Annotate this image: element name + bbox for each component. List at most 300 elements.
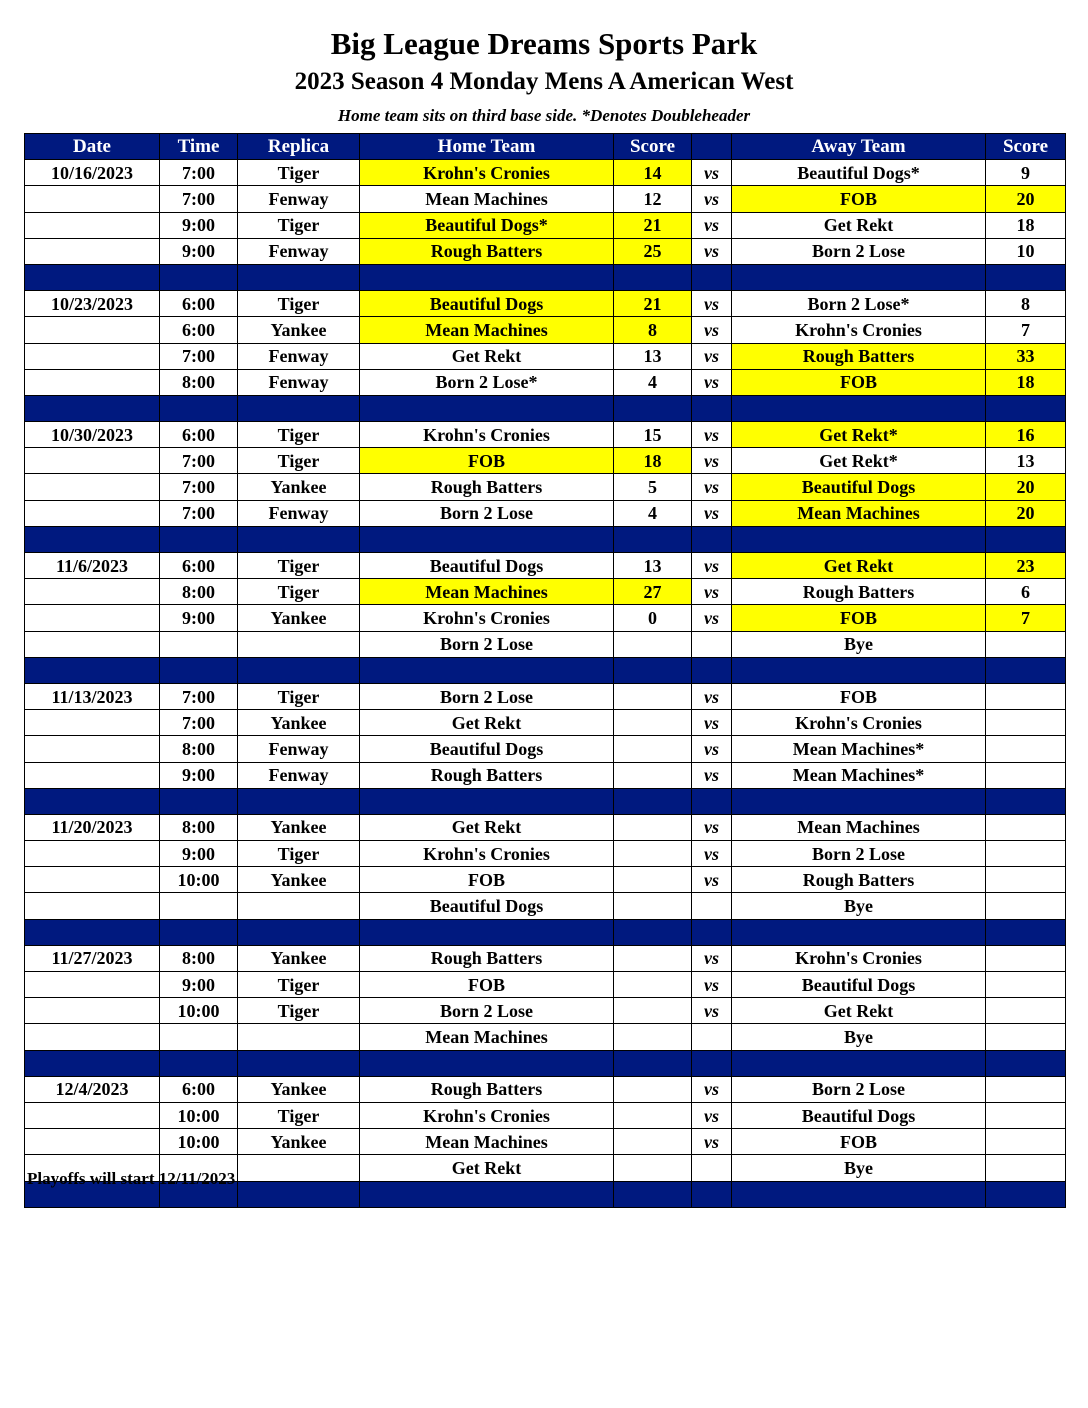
time-cell: 8:00 bbox=[160, 945, 238, 971]
replica-cell: Fenway bbox=[238, 762, 360, 788]
away-score-cell: 16 bbox=[986, 422, 1066, 448]
time-cell: 9:00 bbox=[160, 762, 238, 788]
replica-cell: Tiger bbox=[238, 998, 360, 1024]
time-cell: 8:00 bbox=[160, 369, 238, 395]
home-team-cell: FOB bbox=[360, 867, 614, 893]
time-cell bbox=[160, 893, 238, 919]
time-cell: 10:00 bbox=[160, 867, 238, 893]
away-team-cell: FOB bbox=[732, 683, 986, 709]
home-team-cell: Born 2 Lose bbox=[360, 631, 614, 657]
replica-cell: Fenway bbox=[238, 500, 360, 526]
home-team-cell: Beautiful Dogs bbox=[360, 893, 614, 919]
away-team-cell: Beautiful Dogs bbox=[732, 972, 986, 998]
date-cell bbox=[25, 972, 160, 998]
header-time: Time bbox=[160, 134, 238, 160]
away-score-cell: 18 bbox=[986, 212, 1066, 238]
away-score-cell: 13 bbox=[986, 448, 1066, 474]
time-cell bbox=[160, 1024, 238, 1050]
date-cell bbox=[25, 867, 160, 893]
schedule-table bbox=[24, 133, 1066, 1208]
schedule-body bbox=[25, 160, 1066, 1208]
date-cell: 11/6/2023 bbox=[25, 553, 160, 579]
away-team-cell: Mean Machines* bbox=[732, 736, 986, 762]
replica-cell: Fenway bbox=[238, 736, 360, 762]
date-cell bbox=[25, 212, 160, 238]
separator-cell bbox=[360, 395, 614, 421]
replica-cell: Tiger bbox=[238, 212, 360, 238]
home-team-cell: Beautiful Dogs* bbox=[360, 212, 614, 238]
date-cell: 11/20/2023 bbox=[25, 814, 160, 840]
separator-cell bbox=[692, 657, 732, 683]
vs-cell: vs bbox=[692, 998, 732, 1024]
vs-cell: vs bbox=[692, 553, 732, 579]
home-team-cell: Rough Batters bbox=[360, 1076, 614, 1102]
date-cell bbox=[25, 474, 160, 500]
away-team-cell: Bye bbox=[732, 1024, 986, 1050]
time-cell: 6:00 bbox=[160, 422, 238, 448]
game-row bbox=[25, 186, 1066, 212]
week-separator-row bbox=[25, 264, 1066, 290]
away-score-cell: 10 bbox=[986, 238, 1066, 264]
vs-cell: vs bbox=[692, 1129, 732, 1155]
header-row bbox=[25, 134, 1066, 160]
separator-cell bbox=[160, 1050, 238, 1076]
away-team-cell: FOB bbox=[732, 369, 986, 395]
home-team-cell: Get Rekt bbox=[360, 814, 614, 840]
separator-cell bbox=[360, 788, 614, 814]
home-team-cell: Krohn's Cronies bbox=[360, 160, 614, 186]
time-cell: 7:00 bbox=[160, 710, 238, 736]
separator-cell bbox=[238, 264, 360, 290]
separator-cell bbox=[25, 657, 160, 683]
time-cell: 6:00 bbox=[160, 291, 238, 317]
replica-cell: Tiger bbox=[238, 972, 360, 998]
home-team-cell: Beautiful Dogs bbox=[360, 736, 614, 762]
time-cell bbox=[160, 631, 238, 657]
separator-cell bbox=[614, 264, 692, 290]
home-score-cell bbox=[614, 972, 692, 998]
game-row bbox=[25, 1129, 1066, 1155]
date-cell bbox=[25, 343, 160, 369]
separator-cell bbox=[986, 1050, 1066, 1076]
home-score-cell bbox=[614, 736, 692, 762]
time-cell: 7:00 bbox=[160, 186, 238, 212]
home-score-cell: 5 bbox=[614, 474, 692, 500]
away-score-cell bbox=[986, 683, 1066, 709]
away-score-cell bbox=[986, 1102, 1066, 1128]
game-row bbox=[25, 579, 1066, 605]
separator-cell bbox=[692, 788, 732, 814]
home-team-cell: Mean Machines bbox=[360, 579, 614, 605]
date-cell bbox=[25, 893, 160, 919]
home-score-cell: 21 bbox=[614, 291, 692, 317]
vs-cell: vs bbox=[692, 500, 732, 526]
replica-cell: Tiger bbox=[238, 422, 360, 448]
game-row bbox=[25, 605, 1066, 631]
separator-cell bbox=[986, 657, 1066, 683]
away-score-cell bbox=[986, 710, 1066, 736]
home-score-cell bbox=[614, 1024, 692, 1050]
home-team-cell: Rough Batters bbox=[360, 474, 614, 500]
home-team-cell: Get Rekt bbox=[360, 343, 614, 369]
date-cell bbox=[25, 500, 160, 526]
away-team-cell: FOB bbox=[732, 186, 986, 212]
date-cell bbox=[25, 605, 160, 631]
vs-cell: vs bbox=[692, 945, 732, 971]
home-team-cell: Krohn's Cronies bbox=[360, 605, 614, 631]
game-row bbox=[25, 343, 1066, 369]
date-cell bbox=[25, 448, 160, 474]
replica-cell bbox=[238, 1155, 360, 1181]
vs-cell: vs bbox=[692, 422, 732, 448]
game-row bbox=[25, 369, 1066, 395]
separator-cell bbox=[732, 1181, 986, 1207]
replica-cell bbox=[238, 1024, 360, 1050]
replica-cell: Tiger bbox=[238, 1102, 360, 1128]
away-team-cell: Beautiful Dogs bbox=[732, 474, 986, 500]
away-score-cell bbox=[986, 972, 1066, 998]
vs-cell: vs bbox=[692, 1076, 732, 1102]
away-team-cell: Mean Machines* bbox=[732, 762, 986, 788]
home-team-cell: Rough Batters bbox=[360, 762, 614, 788]
game-row bbox=[25, 553, 1066, 579]
vs-cell: vs bbox=[692, 160, 732, 186]
time-cell: 9:00 bbox=[160, 605, 238, 631]
separator-cell bbox=[732, 788, 986, 814]
away-team-cell: Born 2 Lose bbox=[732, 1076, 986, 1102]
home-team-cell: Rough Batters bbox=[360, 945, 614, 971]
away-score-cell bbox=[986, 631, 1066, 657]
away-score-cell: 23 bbox=[986, 553, 1066, 579]
separator-cell bbox=[732, 264, 986, 290]
home-team-cell: Get Rekt bbox=[360, 1155, 614, 1181]
away-team-cell: Mean Machines bbox=[732, 500, 986, 526]
home-score-cell: 18 bbox=[614, 448, 692, 474]
separator-cell bbox=[732, 657, 986, 683]
separator-cell bbox=[614, 919, 692, 945]
game-row bbox=[25, 500, 1066, 526]
separator-cell bbox=[614, 788, 692, 814]
separator-cell bbox=[25, 264, 160, 290]
game-row bbox=[25, 736, 1066, 762]
schedule-note: Home team sits on third base side. *Denotes Doubleheader bbox=[337, 106, 751, 125]
time-cell: 8:00 bbox=[160, 736, 238, 762]
home-team-cell: Rough Batters bbox=[360, 238, 614, 264]
away-score-cell bbox=[986, 1024, 1066, 1050]
separator-cell bbox=[25, 788, 160, 814]
header-vs bbox=[692, 134, 732, 160]
vs-cell: vs bbox=[692, 448, 732, 474]
date-cell: 10/16/2023 bbox=[25, 160, 160, 186]
home-score-cell bbox=[614, 762, 692, 788]
separator-cell bbox=[732, 526, 986, 552]
time-cell: 7:00 bbox=[160, 343, 238, 369]
home-score-cell bbox=[614, 998, 692, 1024]
home-score-cell: 27 bbox=[614, 579, 692, 605]
separator-cell bbox=[160, 526, 238, 552]
away-team-cell: Krohn's Cronies bbox=[732, 710, 986, 736]
away-team-cell: FOB bbox=[732, 1129, 986, 1155]
home-score-cell bbox=[614, 893, 692, 919]
time-cell: 7:00 bbox=[160, 500, 238, 526]
date-cell: 11/13/2023 bbox=[25, 683, 160, 709]
home-score-cell bbox=[614, 1076, 692, 1102]
vs-cell: vs bbox=[692, 579, 732, 605]
game-row bbox=[25, 291, 1066, 317]
away-score-cell: 20 bbox=[986, 500, 1066, 526]
replica-cell: Yankee bbox=[238, 945, 360, 971]
home-score-cell: 14 bbox=[614, 160, 692, 186]
date-cell: 10/30/2023 bbox=[25, 422, 160, 448]
game-row bbox=[25, 710, 1066, 736]
home-score-cell: 12 bbox=[614, 186, 692, 212]
separator-cell bbox=[614, 1181, 692, 1207]
away-team-cell: Krohn's Cronies bbox=[732, 945, 986, 971]
date-cell bbox=[25, 238, 160, 264]
time-cell: 10:00 bbox=[160, 1129, 238, 1155]
game-row bbox=[25, 1102, 1066, 1128]
separator-cell bbox=[160, 919, 238, 945]
header-away-score: Score bbox=[986, 134, 1066, 160]
vs-cell: vs bbox=[692, 343, 732, 369]
game-row bbox=[25, 422, 1066, 448]
home-score-cell: 4 bbox=[614, 500, 692, 526]
time-cell: 6:00 bbox=[160, 1076, 238, 1102]
replica-cell: Tiger bbox=[238, 448, 360, 474]
vs-cell: vs bbox=[692, 867, 732, 893]
header-home-team: Home Team bbox=[360, 134, 614, 160]
home-team-cell: Born 2 Lose bbox=[360, 998, 614, 1024]
home-score-cell bbox=[614, 1129, 692, 1155]
replica-cell: Tiger bbox=[238, 579, 360, 605]
separator-cell bbox=[614, 395, 692, 421]
away-team-cell: Krohn's Cronies bbox=[732, 317, 986, 343]
home-score-cell bbox=[614, 867, 692, 893]
vs-cell: vs bbox=[692, 369, 732, 395]
home-score-cell: 13 bbox=[614, 343, 692, 369]
away-team-cell: Get Rekt bbox=[732, 212, 986, 238]
game-row bbox=[25, 631, 1066, 657]
away-score-cell: 18 bbox=[986, 369, 1066, 395]
page-title: Big League Dreams Sports Park bbox=[330, 26, 758, 61]
separator-cell bbox=[986, 919, 1066, 945]
home-score-cell: 0 bbox=[614, 605, 692, 631]
home-team-cell: Beautiful Dogs bbox=[360, 291, 614, 317]
away-score-cell bbox=[986, 867, 1066, 893]
home-score-cell: 25 bbox=[614, 238, 692, 264]
week-separator-row bbox=[25, 919, 1066, 945]
date-cell bbox=[25, 186, 160, 212]
home-team-cell: Get Rekt bbox=[360, 710, 614, 736]
week-separator-row bbox=[25, 526, 1066, 552]
separator-cell bbox=[238, 657, 360, 683]
separator-cell bbox=[160, 395, 238, 421]
home-score-cell bbox=[614, 710, 692, 736]
separator-cell bbox=[692, 919, 732, 945]
away-team-cell: Beautiful Dogs* bbox=[732, 160, 986, 186]
separator-cell bbox=[238, 526, 360, 552]
replica-cell: Yankee bbox=[238, 474, 360, 500]
replica-cell: Tiger bbox=[238, 683, 360, 709]
home-team-cell: Krohn's Cronies bbox=[360, 1102, 614, 1128]
separator-cell bbox=[692, 1181, 732, 1207]
separator-cell bbox=[692, 1050, 732, 1076]
home-score-cell bbox=[614, 841, 692, 867]
vs-cell bbox=[692, 893, 732, 919]
separator-cell bbox=[25, 395, 160, 421]
home-score-cell bbox=[614, 1102, 692, 1128]
game-row bbox=[25, 841, 1066, 867]
separator-cell bbox=[692, 264, 732, 290]
vs-cell: vs bbox=[692, 291, 732, 317]
time-cell: 10:00 bbox=[160, 998, 238, 1024]
date-cell bbox=[25, 317, 160, 343]
game-row bbox=[25, 317, 1066, 343]
date-cell bbox=[25, 631, 160, 657]
separator-cell bbox=[732, 395, 986, 421]
vs-cell: vs bbox=[692, 186, 732, 212]
game-row bbox=[25, 212, 1066, 238]
separator-cell bbox=[614, 657, 692, 683]
replica-cell: Fenway bbox=[238, 238, 360, 264]
date-cell bbox=[25, 1102, 160, 1128]
game-row bbox=[25, 814, 1066, 840]
game-row bbox=[25, 683, 1066, 709]
date-cell bbox=[25, 841, 160, 867]
playoffs-note: Playoffs will start 12/11/2023 bbox=[27, 1169, 236, 1188]
separator-cell bbox=[614, 1050, 692, 1076]
separator-cell bbox=[732, 1050, 986, 1076]
away-score-cell bbox=[986, 841, 1066, 867]
time-cell: 6:00 bbox=[160, 553, 238, 579]
vs-cell: vs bbox=[692, 736, 732, 762]
game-row bbox=[25, 1076, 1066, 1102]
separator-cell bbox=[238, 395, 360, 421]
time-cell: 7:00 bbox=[160, 160, 238, 186]
away-score-cell bbox=[986, 762, 1066, 788]
separator-cell bbox=[692, 395, 732, 421]
away-team-cell: Mean Machines bbox=[732, 814, 986, 840]
home-team-cell: Beautiful Dogs bbox=[360, 553, 614, 579]
vs-cell: vs bbox=[692, 683, 732, 709]
away-score-cell bbox=[986, 893, 1066, 919]
vs-cell: vs bbox=[692, 1102, 732, 1128]
date-cell: 11/27/2023 bbox=[25, 945, 160, 971]
replica-cell bbox=[238, 631, 360, 657]
week-separator-row bbox=[25, 657, 1066, 683]
separator-cell bbox=[160, 264, 238, 290]
home-team-cell: Mean Machines bbox=[360, 1024, 614, 1050]
home-team-cell: Born 2 Lose bbox=[360, 500, 614, 526]
away-team-cell: Born 2 Lose bbox=[732, 238, 986, 264]
replica-cell: Yankee bbox=[238, 1076, 360, 1102]
away-team-cell: Get Rekt* bbox=[732, 448, 986, 474]
separator-cell bbox=[986, 526, 1066, 552]
away-team-cell: Get Rekt* bbox=[732, 422, 986, 448]
away-score-cell bbox=[986, 945, 1066, 971]
away-team-cell: Rough Batters bbox=[732, 867, 986, 893]
game-row bbox=[25, 867, 1066, 893]
separator-cell bbox=[360, 264, 614, 290]
home-team-cell: Born 2 Lose* bbox=[360, 369, 614, 395]
game-row bbox=[25, 972, 1066, 998]
game-row bbox=[25, 998, 1066, 1024]
away-score-cell bbox=[986, 736, 1066, 762]
vs-cell: vs bbox=[692, 605, 732, 631]
separator-cell bbox=[360, 1050, 614, 1076]
separator-cell bbox=[986, 395, 1066, 421]
header-date: Date bbox=[25, 134, 160, 160]
game-row bbox=[25, 893, 1066, 919]
time-cell: 7:00 bbox=[160, 448, 238, 474]
away-score-cell: 6 bbox=[986, 579, 1066, 605]
vs-cell: vs bbox=[692, 212, 732, 238]
vs-cell bbox=[692, 1155, 732, 1181]
date-cell bbox=[25, 736, 160, 762]
date-cell bbox=[25, 579, 160, 605]
separator-cell bbox=[360, 526, 614, 552]
time-cell: 7:00 bbox=[160, 683, 238, 709]
vs-cell: vs bbox=[692, 238, 732, 264]
date-cell: 10/23/2023 bbox=[25, 291, 160, 317]
away-score-cell: 20 bbox=[986, 186, 1066, 212]
separator-cell bbox=[238, 919, 360, 945]
time-cell: 8:00 bbox=[160, 579, 238, 605]
separator-cell bbox=[732, 919, 986, 945]
week-separator-row bbox=[25, 1050, 1066, 1076]
replica-cell bbox=[238, 893, 360, 919]
away-team-cell: Rough Batters bbox=[732, 343, 986, 369]
vs-cell: vs bbox=[692, 710, 732, 736]
separator-cell bbox=[160, 657, 238, 683]
home-score-cell: 15 bbox=[614, 422, 692, 448]
vs-cell: vs bbox=[692, 762, 732, 788]
separator-cell bbox=[692, 526, 732, 552]
home-score-cell bbox=[614, 631, 692, 657]
replica-cell: Yankee bbox=[238, 814, 360, 840]
away-score-cell: 7 bbox=[986, 605, 1066, 631]
away-score-cell bbox=[986, 1129, 1066, 1155]
separator-cell bbox=[238, 788, 360, 814]
home-score-cell bbox=[614, 945, 692, 971]
away-score-cell: 8 bbox=[986, 291, 1066, 317]
replica-cell: Fenway bbox=[238, 186, 360, 212]
away-team-cell: FOB bbox=[732, 605, 986, 631]
week-separator-row bbox=[25, 395, 1066, 421]
separator-cell bbox=[160, 788, 238, 814]
time-cell: 9:00 bbox=[160, 841, 238, 867]
replica-cell: Yankee bbox=[238, 867, 360, 893]
home-team-cell: FOB bbox=[360, 972, 614, 998]
vs-cell bbox=[692, 1024, 732, 1050]
away-score-cell bbox=[986, 1155, 1066, 1181]
away-team-cell: Get Rekt bbox=[732, 998, 986, 1024]
separator-cell bbox=[25, 919, 160, 945]
separator-cell bbox=[360, 919, 614, 945]
away-team-cell: Bye bbox=[732, 1155, 986, 1181]
date-cell bbox=[25, 998, 160, 1024]
replica-cell: Yankee bbox=[238, 710, 360, 736]
date-cell bbox=[25, 369, 160, 395]
separator-cell bbox=[25, 526, 160, 552]
replica-cell: Yankee bbox=[238, 1129, 360, 1155]
away-score-cell bbox=[986, 814, 1066, 840]
header-away-team: Away Team bbox=[732, 134, 986, 160]
game-row bbox=[25, 238, 1066, 264]
home-team-cell: Mean Machines bbox=[360, 1129, 614, 1155]
time-cell: 8:00 bbox=[160, 814, 238, 840]
separator-cell bbox=[238, 1181, 360, 1207]
